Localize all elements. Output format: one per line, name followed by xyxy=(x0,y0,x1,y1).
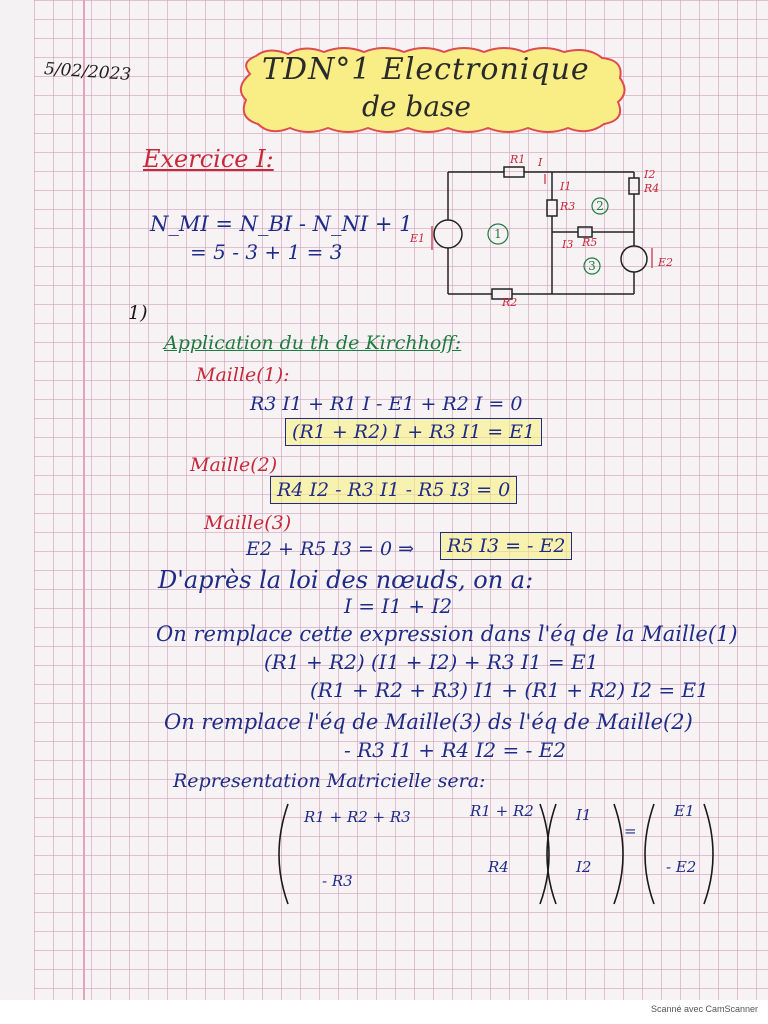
derivation-line-3: On remplace cette expression dans l'éq de la Maille(1) xyxy=(156,622,738,646)
maille3-boxed-equation: R5 I3 = - E2 xyxy=(440,532,572,560)
question-number: 1) xyxy=(128,302,148,324)
matrix-x1: I1 xyxy=(576,806,592,824)
label-r5: R5 xyxy=(582,236,598,249)
label-i1: I1 xyxy=(560,180,572,193)
exercise-heading: Exercice I: xyxy=(143,145,274,173)
application-heading: Application du th de Kirchhoff: xyxy=(164,332,462,354)
maille3-equation: E2 + R5 I3 = 0 ⇒ xyxy=(246,538,415,560)
matrix-x2: I2 xyxy=(576,858,592,876)
maille1-boxed-equation: (R1 + R2) I + R3 I1 = E1 xyxy=(285,418,542,446)
matrix-representation xyxy=(270,800,720,910)
loop-3: 3 xyxy=(588,259,596,273)
label-r4: R4 xyxy=(644,182,660,195)
margin-line xyxy=(83,0,85,1000)
page-title-line1: TDN°1 Electronique xyxy=(262,52,590,87)
label-r2: R2 xyxy=(502,296,518,309)
maille2-boxed-equation: R4 I2 - R3 I1 - R5 I3 = 0 xyxy=(270,476,517,504)
label-e1: E1 xyxy=(410,232,426,245)
maille1-label: Maille(1): xyxy=(196,364,290,386)
matrix-a11: R1 + R2 + R3 xyxy=(304,808,411,826)
label-i3: I3 xyxy=(562,238,574,251)
matrix-a12: R1 + R2 xyxy=(470,802,534,820)
circuit-diagram xyxy=(400,150,700,310)
maille2-label: Maille(2) xyxy=(190,454,278,476)
maille1-equation: R3 I1 + R1 I - E1 + R2 I = 0 xyxy=(250,393,523,415)
matrix-a21: - R3 xyxy=(322,872,353,890)
derivation-line-7: - R3 I1 + R4 I2 = - E2 xyxy=(344,738,567,762)
label-r3: R3 xyxy=(560,200,576,213)
matrix-equals: = xyxy=(624,822,637,840)
matrix-a22: R4 xyxy=(488,858,509,876)
label-i: I xyxy=(538,156,543,169)
matrix-b2: - E2 xyxy=(666,858,697,876)
date: 5/02/2023 xyxy=(43,58,132,86)
scanner-footer: Scanné avec CamScanner xyxy=(650,1004,758,1014)
derivation-line-1: D'après la loi des nœuds, on a: xyxy=(158,566,534,594)
formula-nodes: N_MI = N_BI - N_NI + 1 xyxy=(150,212,413,236)
derivation-line-6: On remplace l'éq de Maille(3) ds l'éq de Maille(2) xyxy=(164,710,693,734)
matrix-heading: Representation Matricielle sera: xyxy=(173,770,486,792)
label-r1: R1 xyxy=(510,153,526,166)
label-e2: E2 xyxy=(658,256,674,269)
derivation-line-5: (R1 + R2 + R3) I1 + (R1 + R2) I2 = E1 xyxy=(310,678,709,702)
formula-result: = 5 - 3 + 1 = 3 xyxy=(190,240,343,264)
matrix-b1: E1 xyxy=(674,802,695,820)
maille3-label: Maille(3) xyxy=(204,512,292,534)
label-i2: I2 xyxy=(644,168,656,181)
derivation-line-4: (R1 + R2) (I1 + I2) + R3 I1 = E1 xyxy=(264,650,599,674)
derivation-line-2: I = I1 + I2 xyxy=(344,594,453,618)
loop-2: 2 xyxy=(596,199,604,213)
page-title-line2: de base xyxy=(362,90,471,123)
loop-1: 1 xyxy=(494,227,502,241)
